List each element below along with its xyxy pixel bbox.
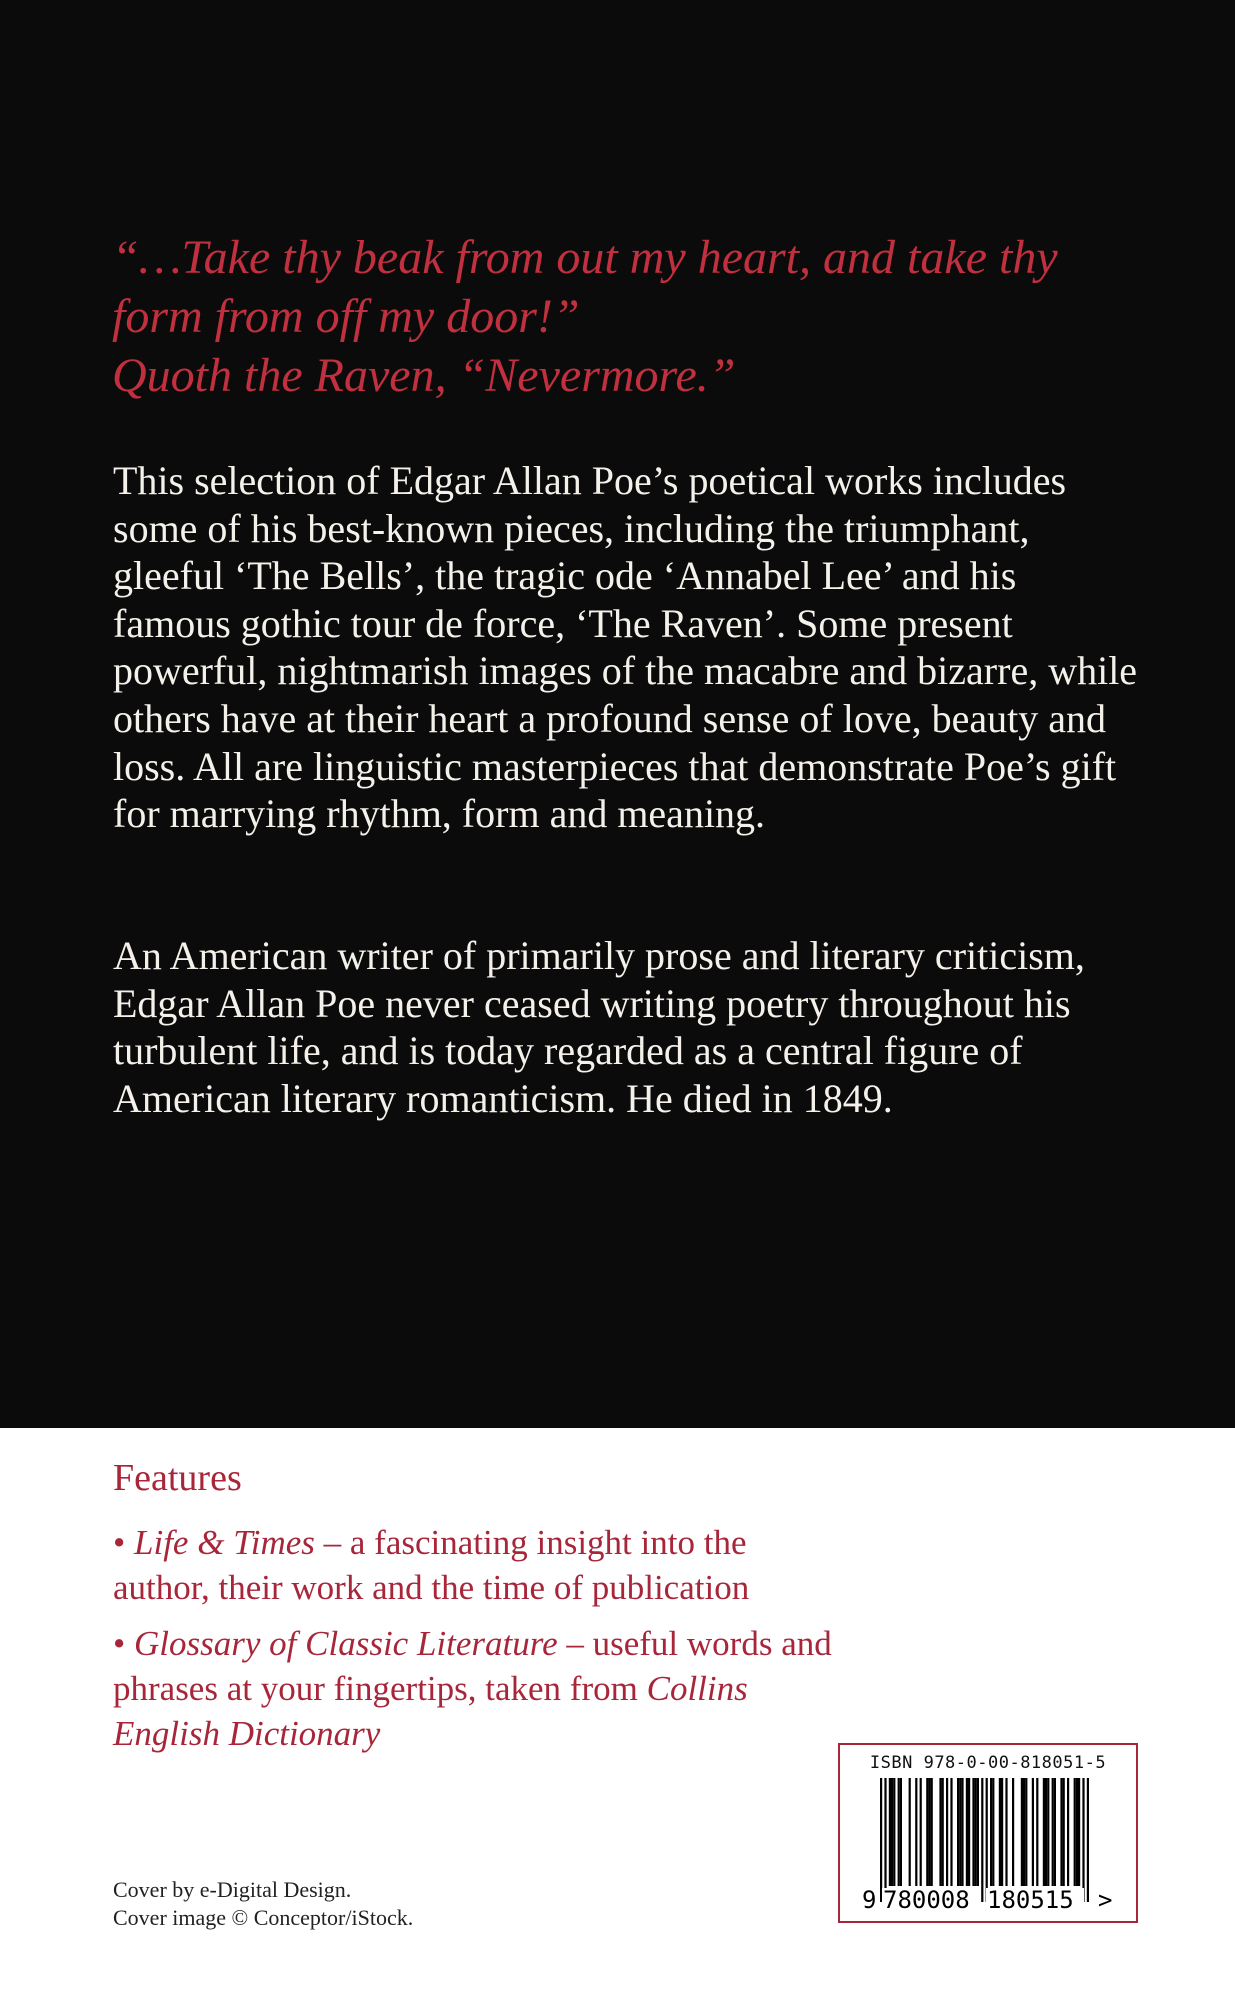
barcode-bar bbox=[972, 1778, 974, 1886]
barcode-first-digit: 9 bbox=[862, 1886, 877, 1914]
barcode-bar bbox=[880, 1778, 882, 1902]
barcode-bar bbox=[939, 1778, 941, 1886]
barcode-bar bbox=[968, 1778, 970, 1886]
barcode-bar bbox=[931, 1778, 933, 1886]
barcode-bar bbox=[1032, 1778, 1034, 1886]
barcode-bar bbox=[992, 1778, 994, 1886]
barcode-bar bbox=[1067, 1778, 1069, 1886]
barcode-bar bbox=[928, 1778, 930, 1886]
barcode-bar bbox=[1060, 1778, 1062, 1886]
isbn-label: ISBN 978-0-00-818051-5 bbox=[869, 1753, 1107, 1773]
barcode-bar bbox=[975, 1778, 977, 1886]
barcode-bar bbox=[942, 1778, 944, 1886]
barcode-bar bbox=[1043, 1778, 1045, 1886]
quote-line-1: “…Take thy beak from out my heart, and take thy bbox=[112, 231, 1058, 284]
quote-line-2: form from off my door!” bbox=[112, 290, 580, 343]
blurb-paragraph-2: An American writer of primarily prose and literary criticism, Edgar Allan Poe never ceased writing poetry throughout his turbulent life, and is today regarded as a central figure of American literary romanticism. He died in 1849. bbox=[113, 933, 1085, 1121]
cover-light-panel bbox=[0, 1428, 1235, 2000]
feature-description: – useful words and phrases at your fingertips, taken from bbox=[113, 1624, 832, 1708]
barcode-bar bbox=[898, 1778, 900, 1886]
barcode-bar bbox=[977, 1778, 979, 1886]
barcode-bar bbox=[1074, 1778, 1076, 1886]
barcode-bar bbox=[957, 1778, 959, 1886]
barcode-bar bbox=[1063, 1778, 1065, 1886]
barcode-bar bbox=[889, 1778, 891, 1886]
barcode-bar bbox=[1036, 1778, 1038, 1886]
barcode-bar bbox=[1052, 1778, 1054, 1886]
feature-source: Collins English Dictionary bbox=[113, 1669, 748, 1753]
barcode-bar bbox=[1025, 1778, 1027, 1886]
barcode-bar bbox=[1047, 1778, 1049, 1886]
barcode-bar bbox=[891, 1778, 893, 1886]
barcode-bar bbox=[1012, 1778, 1014, 1886]
barcode-bars-icon bbox=[858, 1778, 1118, 1914]
cover-image-credit: Cover image © Conceptor/iStock. bbox=[113, 1905, 414, 1930]
barcode-bar bbox=[981, 1778, 983, 1902]
feature-description: – a fascinating insight into the author, their work and the time of publication bbox=[113, 1523, 750, 1607]
barcode-bar bbox=[893, 1778, 895, 1886]
barcode-bar bbox=[915, 1778, 917, 1886]
feature-name: Life & Times bbox=[134, 1523, 315, 1562]
barcode-bar bbox=[966, 1778, 968, 1886]
barcode-left-digits: 780008 bbox=[883, 1886, 970, 1914]
cover-design-credit: Cover by e-Digital Design. bbox=[113, 1877, 352, 1902]
barcode-bar bbox=[999, 1778, 1001, 1886]
barcode-bar bbox=[1021, 1778, 1023, 1886]
barcode-bar bbox=[946, 1778, 948, 1886]
barcode-bar bbox=[900, 1778, 902, 1886]
barcode-bar bbox=[909, 1778, 911, 1886]
barcode-bar bbox=[1005, 1778, 1007, 1886]
barcode-bar bbox=[1087, 1778, 1089, 1902]
bullet: • bbox=[113, 1624, 126, 1663]
barcode-right-digits: 180515 bbox=[987, 1886, 1074, 1914]
barcode-bar bbox=[926, 1778, 928, 1886]
barcode-bar bbox=[1076, 1778, 1078, 1886]
barcode-bar bbox=[920, 1778, 922, 1886]
features-heading: Features bbox=[113, 1457, 242, 1499]
cover-credits bbox=[113, 1876, 413, 1932]
barcode-bar bbox=[884, 1778, 886, 1902]
barcode-quiet-zone-mark: > bbox=[1098, 1886, 1113, 1914]
barcode-bar bbox=[1078, 1778, 1080, 1886]
barcode-bar bbox=[986, 1778, 988, 1902]
barcode-bar bbox=[990, 1778, 992, 1886]
feature-item-glossary bbox=[113, 1621, 833, 1756]
barcode-bar bbox=[1001, 1778, 1003, 1886]
barcode-bar bbox=[1082, 1778, 1084, 1902]
blurb-paragraph-1: This selection of Edgar Allan Poe’s poetical works includes some of his best-known pieces, including the triumphant, gleeful ‘The Bells’, the tragic ode ‘Annabel Lee’ and his famous gothic tour de force, ‘The Raven’. Some present powerful, nightmarish images of the macabre and bizarre, while others have at their heart a profound sense of love, beauty and loss. All are linguistic masterpieces that demonstrate Poe’s gift for marrying rhythm, form and meaning. bbox=[113, 458, 1138, 837]
barcode-bar bbox=[1045, 1778, 1047, 1886]
feature-item-life-and-times bbox=[113, 1520, 833, 1610]
barcode-bar bbox=[959, 1778, 961, 1886]
bullet: • bbox=[113, 1523, 126, 1562]
feature-name: Glossary of Classic Literature bbox=[134, 1624, 558, 1663]
quote-line-3: Quoth the Raven, “Nevermore.” bbox=[112, 349, 736, 402]
barcode-bar bbox=[950, 1778, 952, 1886]
barcode-bar bbox=[1054, 1778, 1056, 1886]
raven-quote bbox=[112, 228, 1142, 405]
isbn-barcode bbox=[838, 1743, 1138, 1923]
barcode-bar bbox=[961, 1778, 963, 1886]
barcode-bar bbox=[1023, 1778, 1025, 1886]
